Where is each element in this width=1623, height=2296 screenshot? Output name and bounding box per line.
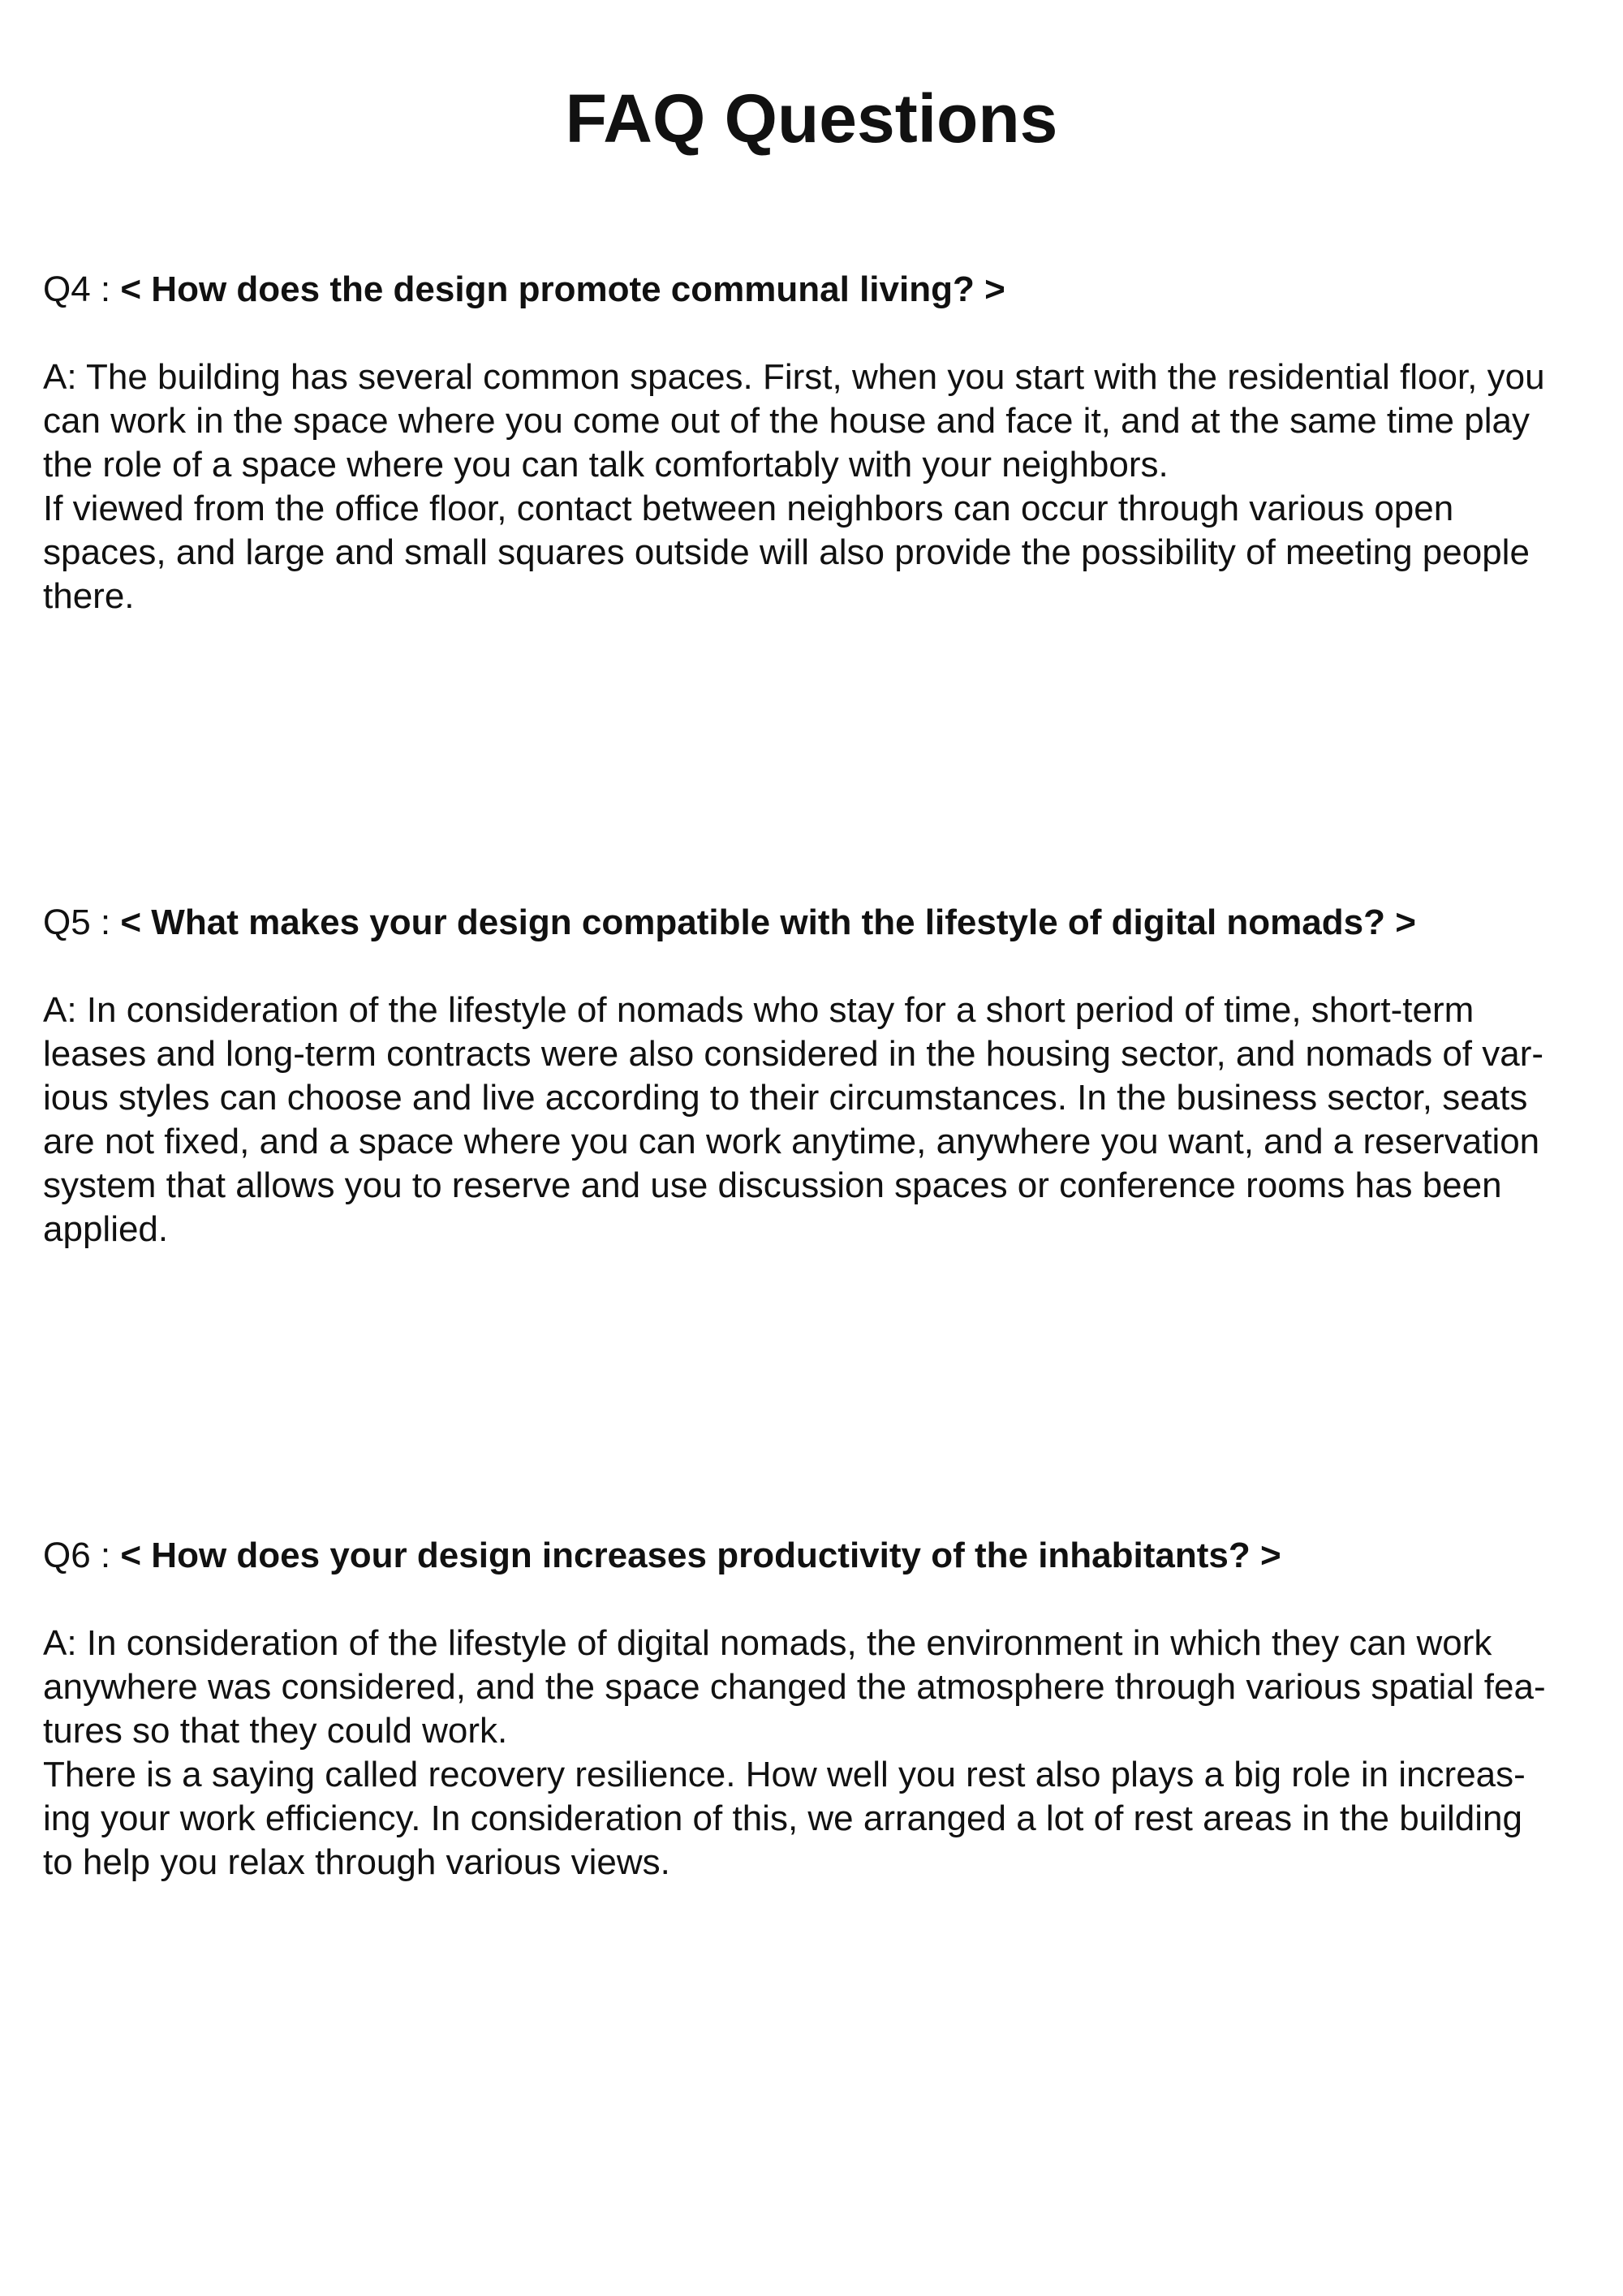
answer-line: If viewed from the office floor, contact between neighbors can occur through various open (43, 489, 1454, 528)
answer-line: tures so that they could work. (43, 1711, 508, 1751)
question-number: Q5 : (43, 902, 111, 942)
faq-answer (43, 989, 1585, 1251)
answer-line: to help you relax through various views. (43, 1842, 670, 1882)
question-number: Q4 : (43, 269, 111, 309)
answer-line: ing your work efficiency. In consideration of this, we arranged a lot of rest areas in the building (43, 1798, 1522, 1838)
faq-question (43, 1534, 1585, 1578)
answer-line: There is a saying called recovery resilience. How well you rest also plays a big role in increas- (43, 1755, 1526, 1794)
page-title: FAQ Questions (565, 80, 1058, 157)
answer-line: there. (43, 576, 135, 616)
faq-item-q6 (43, 1534, 1585, 1885)
faq-answer (43, 1622, 1585, 1885)
answer-line: A: In consideration of the lifestyle of nomads who stay for a short period of time, short-term (43, 990, 1474, 1030)
answer-line: system that allows you to reserve and use discussion spaces or conference rooms has been (43, 1165, 1502, 1205)
question-text: < How does your design increases productivity of the inhabitants? > (120, 1536, 1281, 1575)
question-text: < What makes your design compatible with the lifestyle of digital nomads? > (120, 902, 1416, 942)
answer-line: spaces, and large and small squares outside will also provide the possibility of meeting people (43, 532, 1530, 572)
answer-line: A: In consideration of the lifestyle of digital nomads, the environment in which they can work (43, 1623, 1492, 1663)
faq-answer (43, 355, 1585, 618)
faq-question (43, 268, 1585, 312)
answer-line: the role of a space where you can talk comfortably with your neighbors. (43, 445, 1169, 485)
answer-line: are not fixed, and a space where you can work anytime, anywhere you want, and a reservation (43, 1122, 1540, 1161)
answer-line: anywhere was considered, and the space changed the atmosphere through various spatial fea- (43, 1667, 1546, 1707)
answer-line: A: The building has several common spaces. First, when you start with the residential floor, you (43, 357, 1545, 397)
faq-question (43, 901, 1585, 945)
answer-line: leases and long-term contracts were also considered in the housing sector, and nomads of var- (43, 1034, 1544, 1074)
answer-line: applied. (43, 1209, 169, 1249)
faq-item-q4 (43, 268, 1585, 618)
answer-line: can work in the space where you come out of the house and face it, and at the same time play (43, 401, 1530, 441)
question-number: Q6 : (43, 1536, 111, 1575)
question-text: < How does the design promote communal living? > (120, 269, 1005, 309)
faq-item-q5 (43, 901, 1585, 1251)
answer-line: ious styles can choose and live according to their circumstances. In the business sector, seats (43, 1078, 1528, 1118)
